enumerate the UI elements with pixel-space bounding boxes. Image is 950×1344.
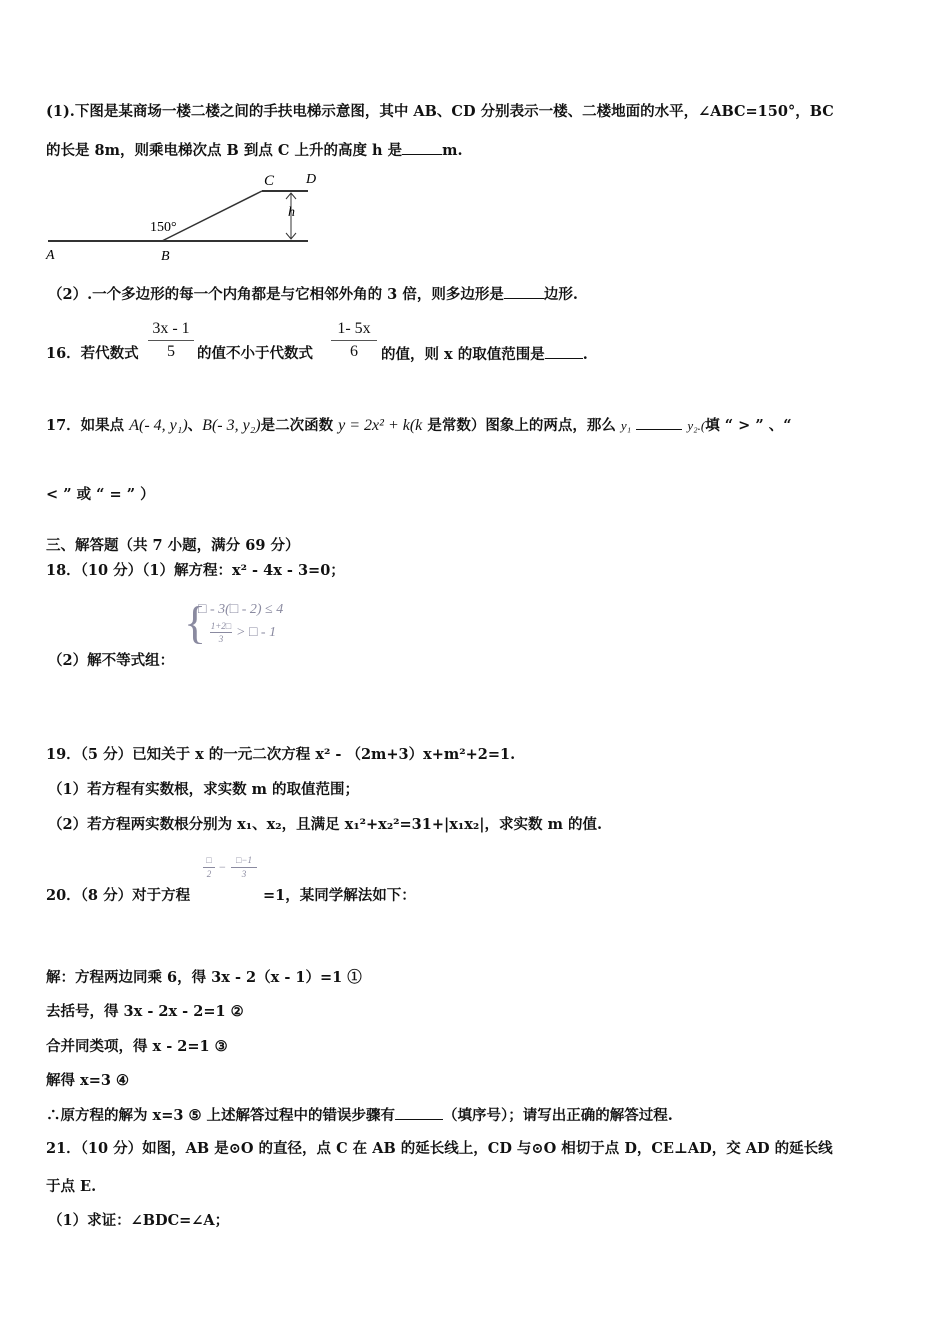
q18-part1: 18．（10 分）（1）解方程：x² - 4x - 3=0； [46,562,345,579]
q20-equation [203,855,273,885]
q16-prefix: 16．若代数式 [46,345,139,362]
q17-text3: 填 “ > ” 、“ [705,417,792,434]
system-line-2: > □ - 1 [236,625,277,640]
q16-fraction-2 [331,320,377,361]
fraction-denominator: 6 [350,343,358,360]
q21-part1: （1）求证：∠BDC=∠A； [48,1212,230,1229]
q15-part1-unit: m. [442,142,463,159]
q19-part1: （1）若方程有实数根，求实数 m 的取值范围； [48,781,360,798]
q17-sep: 、 [187,417,203,434]
q19-part2: （2）若方程两实数根分别为 x₁、x₂，且满足 x₁²+x₂²=31+|x₁x₂|，求实数 m 的值. [48,816,603,833]
system-line-1: □ - 3(□ - 2) ≤ 4 [198,602,284,617]
answer-blank[interactable] [395,1105,443,1120]
label-a: A [46,248,55,263]
q16-end: . [582,346,588,363]
q17-text1: 是二次函数 [260,417,334,434]
q15-part1-line2 [46,140,463,161]
answer-blank[interactable] [545,344,583,359]
q16-suffix-text: 的值，则 x 的取值范围是 [381,346,545,363]
fraction-denominator: 5 [167,343,175,360]
q19-main: 19．（5 分）已知关于 x 的一元二次方程 x² - （2m+3）x+m²+2=1. [46,746,516,763]
q16-middle: 的值不小于代数式 [197,345,313,362]
q20-conclusion [46,1105,673,1126]
q20-prefix: 20．（8 分）对于方程 [46,887,191,904]
q15-part1-line1: (1).下图是某商场一楼二楼之间的手扶电梯示意图，其中 AB、CD 分别表示一楼、二楼地面的水平，∠ABC=150°，BC [46,103,834,120]
answer-blank[interactable] [636,415,682,430]
quadratic-function: y = 2x² + k(k [338,417,423,434]
label-d: D [306,172,317,187]
q20-suffix: =1，某同学解法如下： [263,887,416,904]
fraction-numerator: 3x - 1 [152,320,190,337]
q15-part1-text: 的长是 8m，则乘电梯次点 B 到点 C 上升的高度 h 是 [46,142,403,159]
fraction-b-num: □−1 [235,855,252,865]
label-b: B [161,249,170,264]
fraction-numerator: 1- 5x [337,320,371,337]
q18-part2: （2）解不等式组： [48,652,175,669]
brace-icon: { [184,597,207,648]
answer-blank[interactable] [504,284,544,299]
q20-step1: 解：方程两边同乘 6，得 3x - 2（x - 1）=1 ① [46,969,362,986]
q15-part2-text: （2）.一个多边形的每一个内角都是与它相邻外角的 3 倍，则多边形是 [48,286,504,303]
section-title: 三、解答题（共 7 小题，满分 69 分） [46,537,300,554]
q20-conclusion-text: ∴原方程的解为 x=3 ⑤ 上述解答过程中的错误步骤有 [46,1107,396,1124]
q20-conclusion-end: （填序号）；请写出正确的解答过程. [443,1107,673,1124]
system-fraction-den: 3 [218,634,224,644]
system-fraction-num: 1+2□ [210,621,232,631]
q16-fraction-1 [148,320,194,361]
answer-blank[interactable] [402,140,442,155]
q20-step3: 合并同类项，得 x - 2=1 ③ [46,1038,228,1055]
q21-line2: 于点 E. [46,1178,97,1195]
q20-step2: 去括号，得 3x - 2x - 2=1 ② [46,1003,244,1020]
q17-line2: < ” 或 “ = ” ） [46,486,155,503]
escalator-line-bc [162,191,262,241]
label-c: C [264,173,275,189]
q17-line1 [46,415,792,436]
label-angle: 150° [150,220,177,235]
q21-line1: 21．（10 分）如图，AB 是⊙O 的直径，点 C 在 AB 的延长线上，CD 与⊙O 相切于点 D，CE⊥AD，交 AD 的延长线 [46,1140,833,1157]
point-b: B(- 3, y₂) [202,417,261,434]
escalator-figure [44,168,334,264]
q16-suffix [381,344,588,365]
inequality-system [184,597,334,654]
minus-sign: − [219,860,226,874]
q20-step4: 解得 x=3 ④ [46,1072,129,1089]
fraction-a-num: □ [206,855,212,865]
fraction-b-den: 3 [241,869,247,879]
q17-text2: 是常数）图象上的两点，那么 [427,417,616,434]
label-h: h [288,205,295,220]
y1-symbol: y₁ [620,418,632,433]
y2-symbol: y₂.( [687,418,706,433]
q15-part2-end: 边形. [543,286,578,303]
q15-part2 [48,284,578,305]
fraction-a-den: 2 [206,869,212,879]
point-a: A(- 4, y₁) [129,417,188,434]
q17-prefix: 17．如果点 [46,417,125,434]
